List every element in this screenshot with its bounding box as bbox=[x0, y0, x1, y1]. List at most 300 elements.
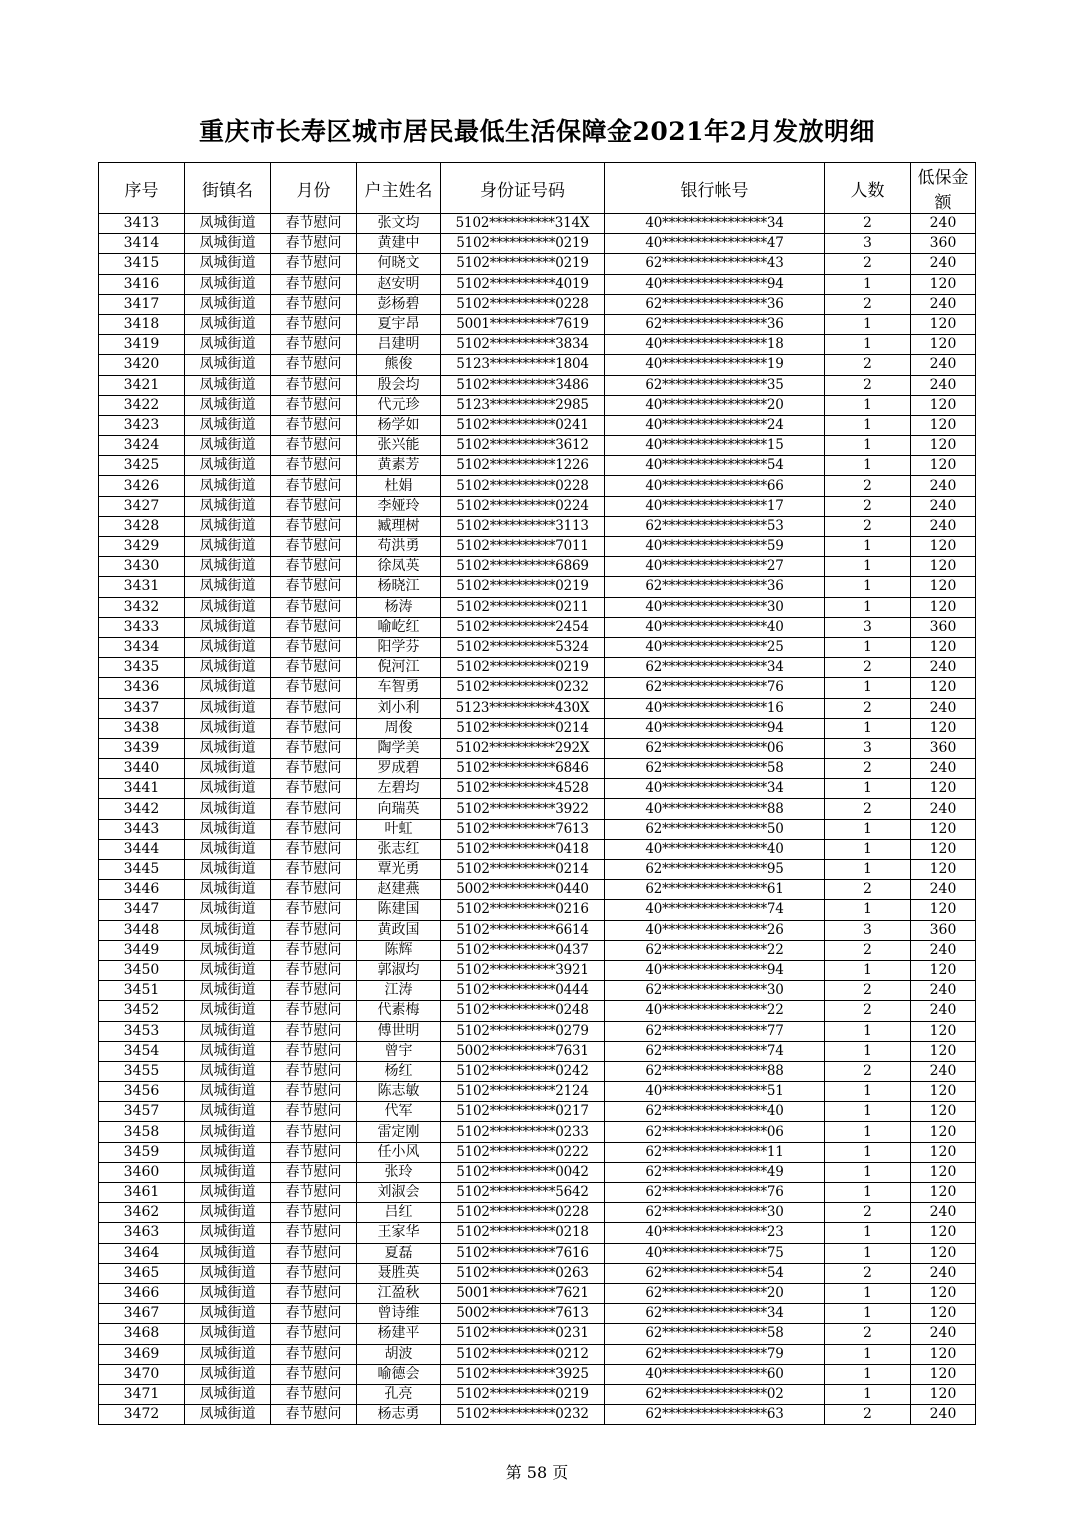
cell-bank-account: 40****************18 bbox=[605, 335, 825, 355]
table-row bbox=[99, 214, 976, 234]
cell-month: 春节慰问 bbox=[271, 779, 357, 799]
cell-id-number: 5102**********0444 bbox=[441, 981, 605, 1001]
cell-bank-account: 40****************94 bbox=[605, 960, 825, 980]
cell-householder: 胡波 bbox=[357, 1344, 441, 1364]
cell-householder: 杨涛 bbox=[357, 597, 441, 617]
cell-householder: 任小风 bbox=[357, 1142, 441, 1162]
cell-seq: 3437 bbox=[99, 698, 185, 718]
cell-seq: 3463 bbox=[99, 1223, 185, 1243]
cell-people-count: 1 bbox=[825, 557, 911, 577]
cell-householder: 陈辉 bbox=[357, 940, 441, 960]
cell-amount: 240 bbox=[911, 294, 976, 314]
cell-bank-account: 40****************22 bbox=[605, 1001, 825, 1021]
table-row bbox=[99, 880, 976, 900]
cell-month: 春节慰问 bbox=[271, 415, 357, 435]
cell-town: 凤城街道 bbox=[185, 254, 271, 274]
header-householder: 户主姓名 bbox=[357, 163, 441, 214]
cell-month: 春节慰问 bbox=[271, 759, 357, 779]
cell-town: 凤城街道 bbox=[185, 1102, 271, 1122]
cell-amount: 120 bbox=[911, 1102, 976, 1122]
cell-people-count: 1 bbox=[825, 1384, 911, 1404]
cell-householder: 陈志敏 bbox=[357, 1082, 441, 1102]
cell-amount: 120 bbox=[911, 1304, 976, 1324]
cell-bank-account: 62****************53 bbox=[605, 516, 825, 536]
cell-people-count: 1 bbox=[825, 537, 911, 557]
cell-month: 春节慰问 bbox=[271, 1384, 357, 1404]
cell-householder: 臧理树 bbox=[357, 516, 441, 536]
cell-householder: 苟洪勇 bbox=[357, 537, 441, 557]
cell-bank-account: 40****************40 bbox=[605, 839, 825, 859]
table-row bbox=[99, 698, 976, 718]
cell-id-number: 5102**********3921 bbox=[441, 960, 605, 980]
table-row bbox=[99, 779, 976, 799]
cell-month: 春节慰问 bbox=[271, 1021, 357, 1041]
cell-people-count: 1 bbox=[825, 860, 911, 880]
table-row bbox=[99, 1243, 976, 1263]
cell-id-number: 5102**********0216 bbox=[441, 900, 605, 920]
cell-id-number: 5102**********3925 bbox=[441, 1364, 605, 1384]
cell-householder: 刘小利 bbox=[357, 698, 441, 718]
cell-bank-account: 62****************49 bbox=[605, 1162, 825, 1182]
cell-month: 春节慰问 bbox=[271, 234, 357, 254]
cell-people-count: 1 bbox=[825, 274, 911, 294]
cell-people-count: 1 bbox=[825, 1304, 911, 1324]
table-row bbox=[99, 314, 976, 334]
cell-bank-account: 40****************94 bbox=[605, 718, 825, 738]
cell-month: 春节慰问 bbox=[271, 981, 357, 1001]
cell-town: 凤城街道 bbox=[185, 1142, 271, 1162]
table-row bbox=[99, 658, 976, 678]
cell-month: 春节慰问 bbox=[271, 1041, 357, 1061]
cell-householder: 杨红 bbox=[357, 1061, 441, 1081]
cell-seq: 3464 bbox=[99, 1243, 185, 1263]
cell-householder: 殷会均 bbox=[357, 375, 441, 395]
cell-month: 春节慰问 bbox=[271, 214, 357, 234]
cell-people-count: 1 bbox=[825, 577, 911, 597]
cell-town: 凤城街道 bbox=[185, 940, 271, 960]
cell-bank-account: 40****************16 bbox=[605, 698, 825, 718]
header-id-number: 身份证号码 bbox=[441, 163, 605, 214]
cell-id-number: 5102**********0263 bbox=[441, 1263, 605, 1283]
cell-amount: 120 bbox=[911, 537, 976, 557]
cell-month: 春节慰问 bbox=[271, 960, 357, 980]
cell-town: 凤城街道 bbox=[185, 819, 271, 839]
cell-id-number: 5102**********0042 bbox=[441, 1162, 605, 1182]
cell-town: 凤城街道 bbox=[185, 637, 271, 657]
cell-id-number: 5102**********0233 bbox=[441, 1122, 605, 1142]
cell-bank-account: 62****************22 bbox=[605, 940, 825, 960]
cell-seq: 3451 bbox=[99, 981, 185, 1001]
table-row bbox=[99, 375, 976, 395]
cell-amount: 240 bbox=[911, 1203, 976, 1223]
cell-seq: 3424 bbox=[99, 436, 185, 456]
cell-month: 春节慰问 bbox=[271, 516, 357, 536]
cell-seq: 3414 bbox=[99, 234, 185, 254]
cell-amount: 240 bbox=[911, 658, 976, 678]
cell-id-number: 5102**********0242 bbox=[441, 1061, 605, 1081]
table-row bbox=[99, 415, 976, 435]
table-row bbox=[99, 860, 976, 880]
cell-householder: 张文均 bbox=[357, 214, 441, 234]
cell-month: 春节慰问 bbox=[271, 738, 357, 758]
cell-town: 凤城街道 bbox=[185, 1304, 271, 1324]
cell-id-number: 5102**********2454 bbox=[441, 617, 605, 637]
cell-id-number: 5001**********7619 bbox=[441, 314, 605, 334]
cell-town: 凤城街道 bbox=[185, 476, 271, 496]
cell-people-count: 2 bbox=[825, 1061, 911, 1081]
cell-people-count: 2 bbox=[825, 294, 911, 314]
cell-bank-account: 40****************24 bbox=[605, 415, 825, 435]
cell-householder: 杨志勇 bbox=[357, 1405, 441, 1425]
cell-people-count: 1 bbox=[825, 718, 911, 738]
cell-householder: 吕红 bbox=[357, 1203, 441, 1223]
cell-month: 春节慰问 bbox=[271, 1263, 357, 1283]
cell-amount: 240 bbox=[911, 799, 976, 819]
cell-id-number: 5102**********5324 bbox=[441, 637, 605, 657]
table-row bbox=[99, 436, 976, 456]
table-row bbox=[99, 1384, 976, 1404]
cell-amount: 360 bbox=[911, 920, 976, 940]
cell-id-number: 5102**********0219 bbox=[441, 1384, 605, 1404]
cell-householder: 倪河江 bbox=[357, 658, 441, 678]
table-row bbox=[99, 335, 976, 355]
cell-seq: 3425 bbox=[99, 456, 185, 476]
cell-id-number: 5102**********6869 bbox=[441, 557, 605, 577]
cell-amount: 120 bbox=[911, 335, 976, 355]
header-people-count: 人数 bbox=[825, 163, 911, 214]
cell-bank-account: 62****************58 bbox=[605, 1324, 825, 1344]
cell-month: 春节慰问 bbox=[271, 940, 357, 960]
cell-bank-account: 62****************06 bbox=[605, 738, 825, 758]
table-row bbox=[99, 1223, 976, 1243]
table-body bbox=[99, 214, 976, 1425]
cell-people-count: 1 bbox=[825, 1183, 911, 1203]
cell-bank-account: 40****************30 bbox=[605, 597, 825, 617]
cell-amount: 120 bbox=[911, 436, 976, 456]
cell-town: 凤城街道 bbox=[185, 779, 271, 799]
cell-town: 凤城街道 bbox=[185, 436, 271, 456]
cell-month: 春节慰问 bbox=[271, 860, 357, 880]
cell-month: 春节慰问 bbox=[271, 557, 357, 577]
cell-id-number: 5102**********0228 bbox=[441, 1203, 605, 1223]
cell-town: 凤城街道 bbox=[185, 516, 271, 536]
cell-householder: 张兴能 bbox=[357, 436, 441, 456]
table-row bbox=[99, 355, 976, 375]
cell-seq: 3457 bbox=[99, 1102, 185, 1122]
cell-amount: 120 bbox=[911, 314, 976, 334]
cell-seq: 3459 bbox=[99, 1142, 185, 1162]
cell-people-count: 3 bbox=[825, 617, 911, 637]
cell-people-count: 2 bbox=[825, 759, 911, 779]
cell-town: 凤城街道 bbox=[185, 1243, 271, 1263]
cell-householder: 吕建明 bbox=[357, 335, 441, 355]
cell-seq: 3465 bbox=[99, 1263, 185, 1283]
cell-id-number: 5102**********0219 bbox=[441, 577, 605, 597]
cell-people-count: 1 bbox=[825, 1243, 911, 1263]
cell-month: 春节慰问 bbox=[271, 819, 357, 839]
cell-id-number: 5102**********6846 bbox=[441, 759, 605, 779]
cell-amount: 240 bbox=[911, 254, 976, 274]
cell-id-number: 5102**********3113 bbox=[441, 516, 605, 536]
table-row bbox=[99, 1344, 976, 1364]
cell-bank-account: 62****************30 bbox=[605, 1203, 825, 1223]
cell-amount: 240 bbox=[911, 981, 976, 1001]
cell-id-number: 5102**********0232 bbox=[441, 678, 605, 698]
cell-householder: 覃光勇 bbox=[357, 860, 441, 880]
cell-month: 春节慰问 bbox=[271, 597, 357, 617]
cell-bank-account: 62****************34 bbox=[605, 658, 825, 678]
cell-people-count: 1 bbox=[825, 779, 911, 799]
cell-seq: 3444 bbox=[99, 839, 185, 859]
cell-month: 春节慰问 bbox=[271, 839, 357, 859]
cell-town: 凤城街道 bbox=[185, 597, 271, 617]
table-row bbox=[99, 1122, 976, 1142]
cell-month: 春节慰问 bbox=[271, 900, 357, 920]
cell-people-count: 2 bbox=[825, 940, 911, 960]
cell-seq: 3458 bbox=[99, 1122, 185, 1142]
cell-householder: 杨晓江 bbox=[357, 577, 441, 597]
cell-town: 凤城街道 bbox=[185, 1021, 271, 1041]
cell-month: 春节慰问 bbox=[271, 274, 357, 294]
cell-id-number: 5102**********0217 bbox=[441, 1102, 605, 1122]
cell-seq: 3450 bbox=[99, 960, 185, 980]
cell-month: 春节慰问 bbox=[271, 496, 357, 516]
cell-town: 凤城街道 bbox=[185, 335, 271, 355]
cell-amount: 120 bbox=[911, 1344, 976, 1364]
cell-householder: 夏宇昂 bbox=[357, 314, 441, 334]
cell-month: 春节慰问 bbox=[271, 637, 357, 657]
cell-bank-account: 40****************51 bbox=[605, 1082, 825, 1102]
cell-month: 春节慰问 bbox=[271, 1324, 357, 1344]
cell-householder: 黄素芳 bbox=[357, 456, 441, 476]
table-row bbox=[99, 960, 976, 980]
cell-householder: 曾宇 bbox=[357, 1041, 441, 1061]
cell-people-count: 1 bbox=[825, 1021, 911, 1041]
cell-amount: 240 bbox=[911, 214, 976, 234]
cell-id-number: 5102**********0279 bbox=[441, 1021, 605, 1041]
cell-householder: 陶学美 bbox=[357, 738, 441, 758]
cell-month: 春节慰问 bbox=[271, 1061, 357, 1081]
cell-bank-account: 40****************47 bbox=[605, 234, 825, 254]
cell-amount: 120 bbox=[911, 1223, 976, 1243]
cell-bank-account: 40****************20 bbox=[605, 395, 825, 415]
cell-town: 凤城街道 bbox=[185, 900, 271, 920]
table-row bbox=[99, 1283, 976, 1303]
cell-month: 春节慰问 bbox=[271, 617, 357, 637]
cell-town: 凤城街道 bbox=[185, 375, 271, 395]
cell-bank-account: 62****************63 bbox=[605, 1405, 825, 1425]
cell-people-count: 1 bbox=[825, 900, 911, 920]
cell-people-count: 2 bbox=[825, 1263, 911, 1283]
cell-town: 凤城街道 bbox=[185, 920, 271, 940]
table-row bbox=[99, 799, 976, 819]
cell-bank-account: 62****************76 bbox=[605, 1183, 825, 1203]
cell-people-count: 2 bbox=[825, 1405, 911, 1425]
cell-month: 春节慰问 bbox=[271, 718, 357, 738]
table-row bbox=[99, 254, 976, 274]
table-row bbox=[99, 1203, 976, 1223]
cell-people-count: 1 bbox=[825, 1082, 911, 1102]
cell-bank-account: 40****************27 bbox=[605, 557, 825, 577]
cell-seq: 3469 bbox=[99, 1344, 185, 1364]
cell-people-count: 1 bbox=[825, 335, 911, 355]
cell-id-number: 5102**********3612 bbox=[441, 436, 605, 456]
cell-town: 凤城街道 bbox=[185, 314, 271, 334]
cell-householder: 江涛 bbox=[357, 981, 441, 1001]
cell-town: 凤城街道 bbox=[185, 234, 271, 254]
cell-householder: 周俊 bbox=[357, 718, 441, 738]
cell-people-count: 1 bbox=[825, 819, 911, 839]
cell-town: 凤城街道 bbox=[185, 1041, 271, 1061]
cell-bank-account: 40****************26 bbox=[605, 920, 825, 940]
cell-amount: 120 bbox=[911, 637, 976, 657]
cell-town: 凤城街道 bbox=[185, 1283, 271, 1303]
cell-seq: 3466 bbox=[99, 1283, 185, 1303]
cell-seq: 3436 bbox=[99, 678, 185, 698]
cell-id-number: 5102**********7011 bbox=[441, 537, 605, 557]
cell-amount: 360 bbox=[911, 738, 976, 758]
cell-month: 春节慰问 bbox=[271, 1102, 357, 1122]
cell-seq: 3472 bbox=[99, 1405, 185, 1425]
cell-bank-account: 62****************77 bbox=[605, 1021, 825, 1041]
cell-householder: 黄政国 bbox=[357, 920, 441, 940]
cell-bank-account: 40****************66 bbox=[605, 476, 825, 496]
cell-amount: 120 bbox=[911, 1122, 976, 1142]
cell-seq: 3454 bbox=[99, 1041, 185, 1061]
cell-people-count: 2 bbox=[825, 496, 911, 516]
cell-people-count: 1 bbox=[825, 415, 911, 435]
cell-month: 春节慰问 bbox=[271, 1243, 357, 1263]
cell-seq: 3421 bbox=[99, 375, 185, 395]
cell-town: 凤城街道 bbox=[185, 557, 271, 577]
cell-id-number: 5102**********314X bbox=[441, 214, 605, 234]
cell-householder: 代元珍 bbox=[357, 395, 441, 415]
cell-amount: 120 bbox=[911, 779, 976, 799]
cell-people-count: 1 bbox=[825, 314, 911, 334]
cell-householder: 向瑞英 bbox=[357, 799, 441, 819]
cell-seq: 3442 bbox=[99, 799, 185, 819]
cell-amount: 120 bbox=[911, 839, 976, 859]
cell-town: 凤城街道 bbox=[185, 294, 271, 314]
cell-town: 凤城街道 bbox=[185, 880, 271, 900]
cell-amount: 120 bbox=[911, 456, 976, 476]
cell-seq: 3470 bbox=[99, 1364, 185, 1384]
document-title: 重庆市长寿区城市居民最低生活保障金2021年2月发放明细 bbox=[199, 117, 875, 146]
table-row bbox=[99, 1162, 976, 1182]
table-row bbox=[99, 274, 976, 294]
cell-town: 凤城街道 bbox=[185, 678, 271, 698]
cell-people-count: 1 bbox=[825, 678, 911, 698]
table-row bbox=[99, 759, 976, 779]
cell-seq: 3445 bbox=[99, 860, 185, 880]
cell-people-count: 2 bbox=[825, 1324, 911, 1344]
cell-people-count: 1 bbox=[825, 1162, 911, 1182]
table-row bbox=[99, 516, 976, 536]
table-row bbox=[99, 557, 976, 577]
cell-town: 凤城街道 bbox=[185, 1344, 271, 1364]
cell-month: 春节慰问 bbox=[271, 395, 357, 415]
cell-town: 凤城街道 bbox=[185, 799, 271, 819]
table-row bbox=[99, 738, 976, 758]
cell-people-count: 1 bbox=[825, 1041, 911, 1061]
cell-amount: 120 bbox=[911, 1021, 976, 1041]
cell-town: 凤城街道 bbox=[185, 415, 271, 435]
table-row bbox=[99, 678, 976, 698]
cell-bank-account: 40****************40 bbox=[605, 617, 825, 637]
table-row bbox=[99, 940, 976, 960]
cell-month: 春节慰问 bbox=[271, 880, 357, 900]
cell-people-count: 3 bbox=[825, 920, 911, 940]
cell-householder: 傅世明 bbox=[357, 1021, 441, 1041]
cell-seq: 3427 bbox=[99, 496, 185, 516]
table-row bbox=[99, 1304, 976, 1324]
cell-people-count: 1 bbox=[825, 1344, 911, 1364]
table-row bbox=[99, 1001, 976, 1021]
cell-seq: 3456 bbox=[99, 1082, 185, 1102]
cell-amount: 120 bbox=[911, 395, 976, 415]
table-row bbox=[99, 456, 976, 476]
cell-month: 春节慰问 bbox=[271, 436, 357, 456]
cell-seq: 3447 bbox=[99, 900, 185, 920]
cell-householder: 张志红 bbox=[357, 839, 441, 859]
table-row bbox=[99, 1061, 976, 1081]
cell-people-count: 1 bbox=[825, 395, 911, 415]
header-month: 月份 bbox=[271, 163, 357, 214]
table-row bbox=[99, 718, 976, 738]
cell-householder: 喻德会 bbox=[357, 1364, 441, 1384]
cell-id-number: 5102**********6614 bbox=[441, 920, 605, 940]
cell-people-count: 1 bbox=[825, 637, 911, 657]
cell-id-number: 5002**********0440 bbox=[441, 880, 605, 900]
cell-town: 凤城街道 bbox=[185, 1061, 271, 1081]
cell-id-number: 5102**********292X bbox=[441, 738, 605, 758]
cell-seq: 3460 bbox=[99, 1162, 185, 1182]
cell-seq: 3468 bbox=[99, 1324, 185, 1344]
cell-town: 凤城街道 bbox=[185, 1223, 271, 1243]
cell-bank-account: 62****************20 bbox=[605, 1283, 825, 1303]
cell-amount: 120 bbox=[911, 1243, 976, 1263]
table-row bbox=[99, 1324, 976, 1344]
cell-bank-account: 62****************40 bbox=[605, 1102, 825, 1122]
cell-id-number: 5102**********0241 bbox=[441, 415, 605, 435]
cell-householder: 车智勇 bbox=[357, 678, 441, 698]
cell-seq: 3438 bbox=[99, 718, 185, 738]
cell-people-count: 1 bbox=[825, 1364, 911, 1384]
cell-bank-account: 62****************11 bbox=[605, 1142, 825, 1162]
cell-amount: 120 bbox=[911, 274, 976, 294]
cell-id-number: 5102**********7613 bbox=[441, 819, 605, 839]
cell-people-count: 2 bbox=[825, 375, 911, 395]
cell-seq: 3433 bbox=[99, 617, 185, 637]
cell-householder: 黄建中 bbox=[357, 234, 441, 254]
cell-seq: 3467 bbox=[99, 1304, 185, 1324]
cell-householder: 夏磊 bbox=[357, 1243, 441, 1263]
cell-town: 凤城街道 bbox=[185, 759, 271, 779]
cell-month: 春节慰问 bbox=[271, 1405, 357, 1425]
cell-id-number: 5102**********0219 bbox=[441, 234, 605, 254]
cell-householder: 何晓文 bbox=[357, 254, 441, 274]
cell-id-number: 5102**********1226 bbox=[441, 456, 605, 476]
cell-bank-account: 62****************88 bbox=[605, 1061, 825, 1081]
cell-people-count: 1 bbox=[825, 839, 911, 859]
cell-seq: 3435 bbox=[99, 658, 185, 678]
header-town: 街镇名 bbox=[185, 163, 271, 214]
cell-month: 春节慰问 bbox=[271, 314, 357, 334]
cell-id-number: 5001**********7621 bbox=[441, 1283, 605, 1303]
cell-bank-account: 40****************19 bbox=[605, 355, 825, 375]
table-row bbox=[99, 234, 976, 254]
cell-bank-account: 62****************76 bbox=[605, 678, 825, 698]
